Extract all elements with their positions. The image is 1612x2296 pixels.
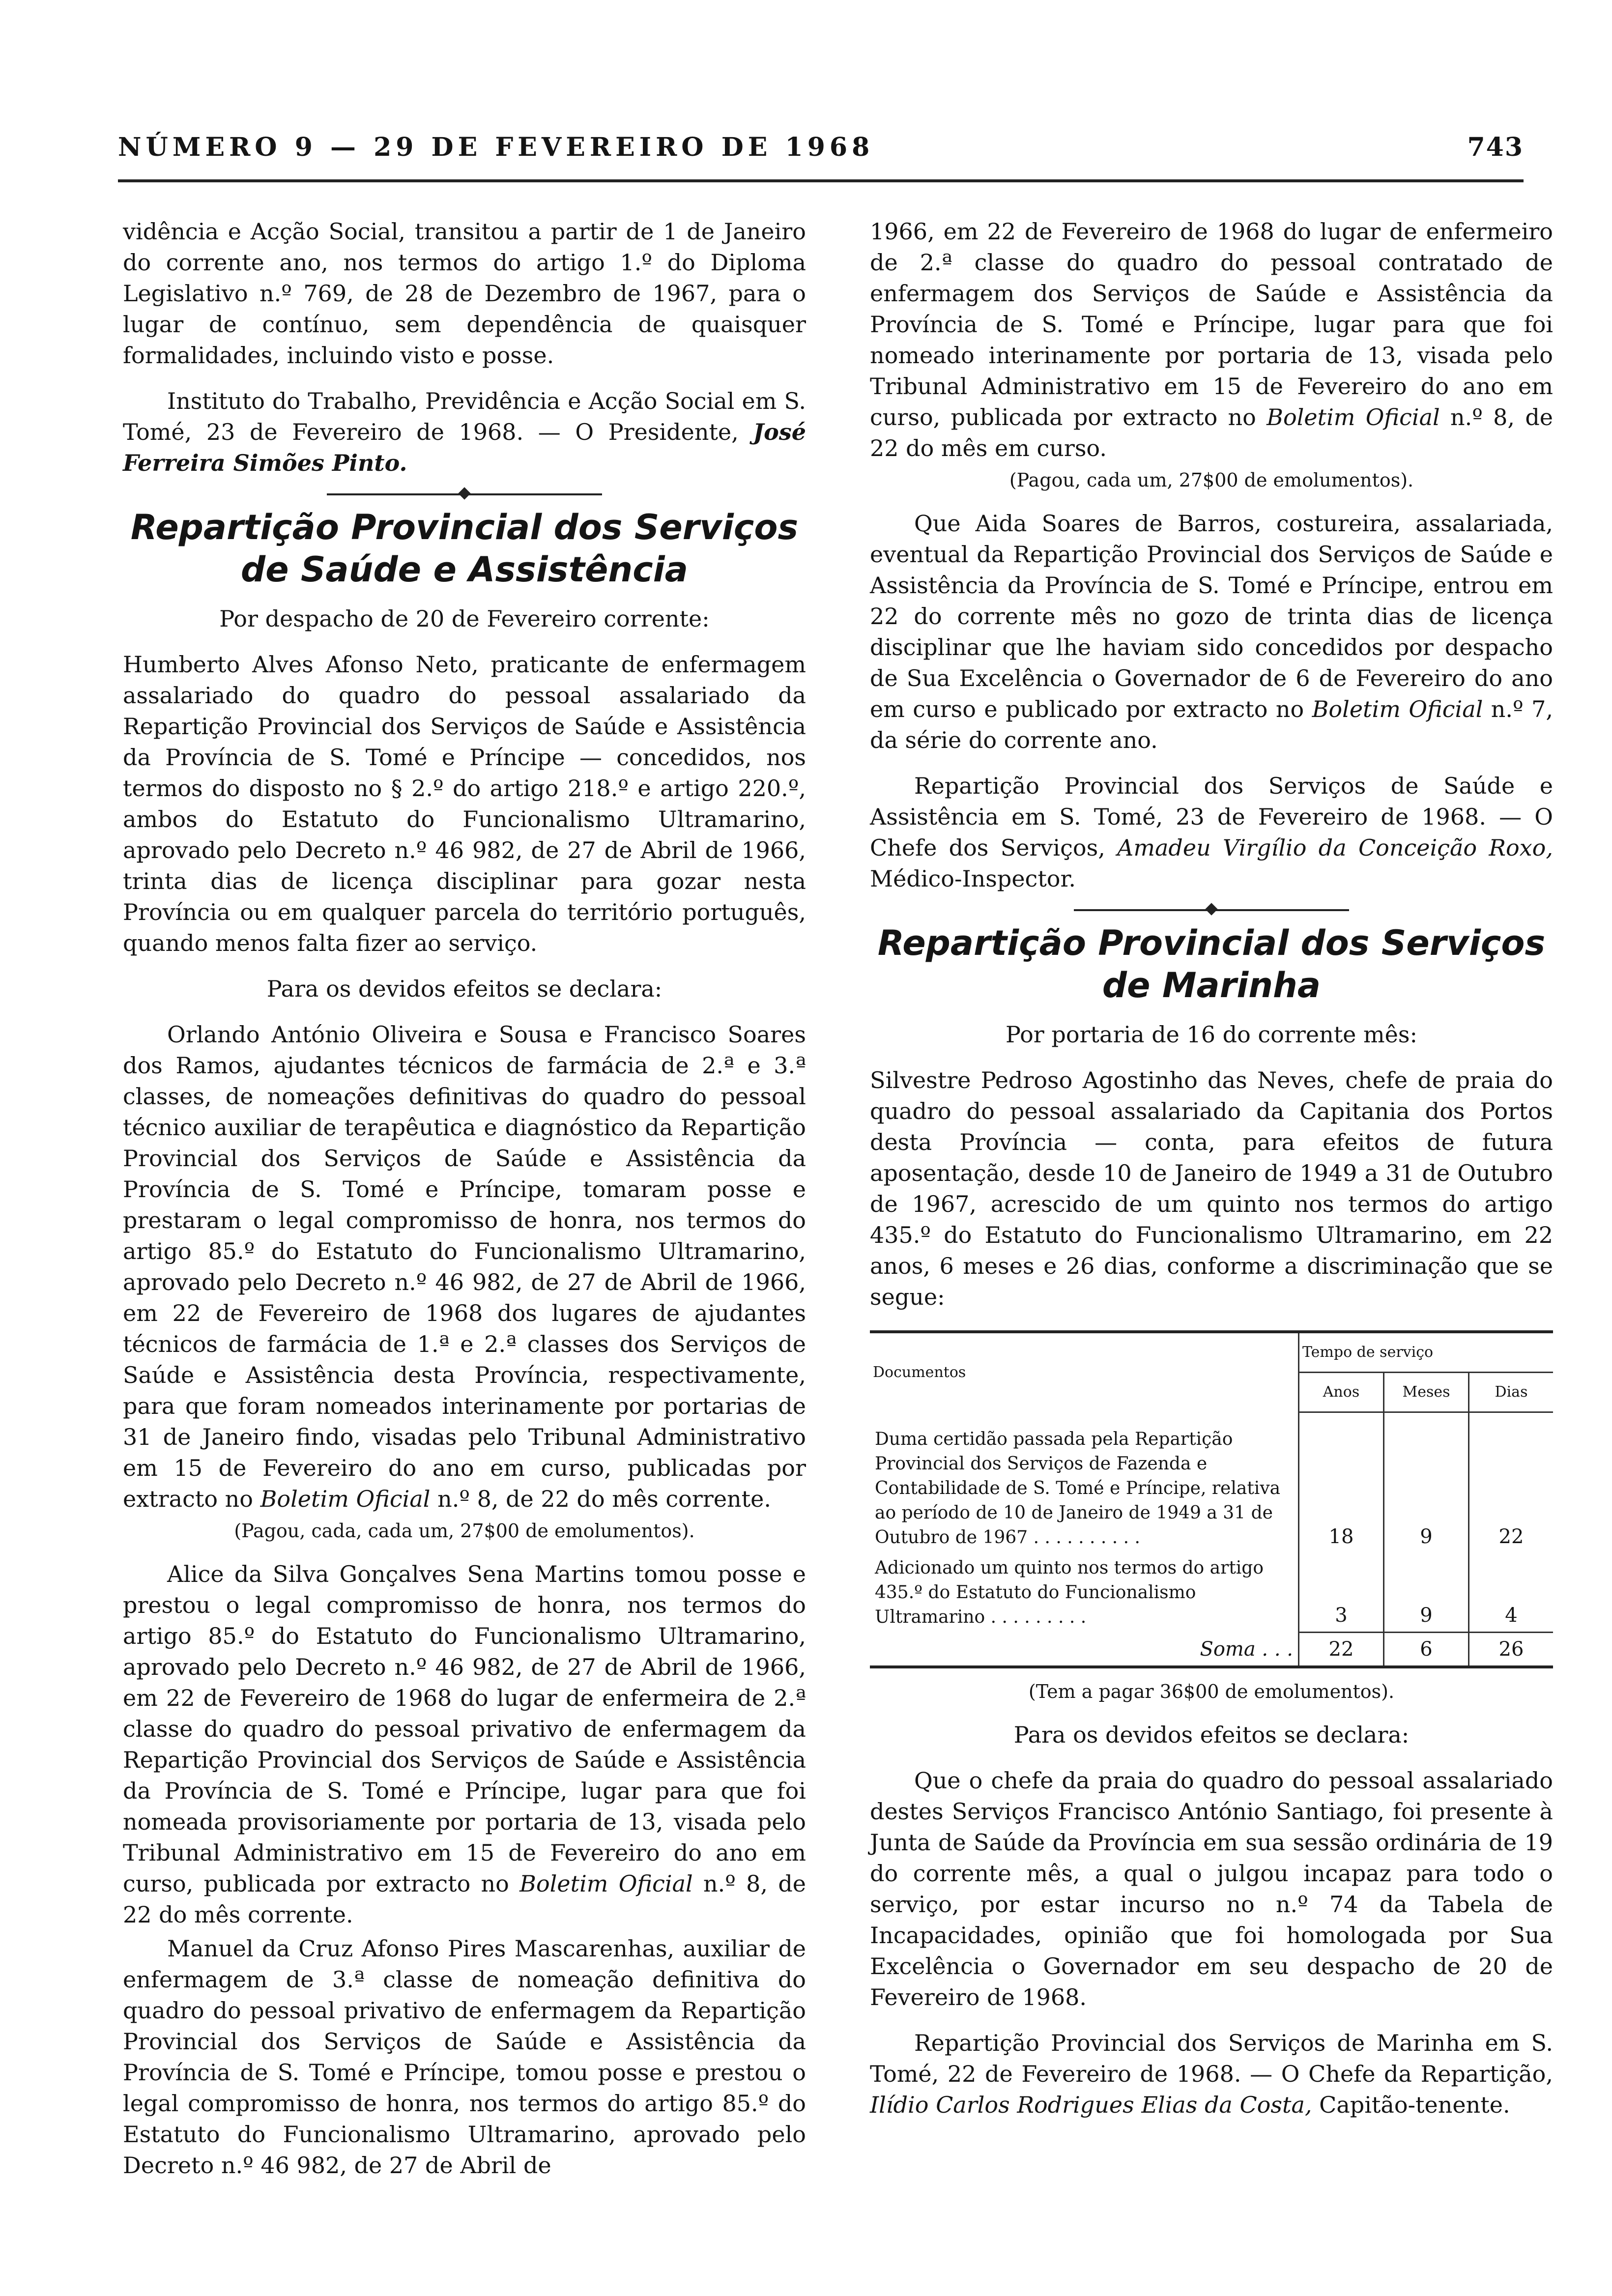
col-tempo: Tempo de serviço bbox=[1299, 1332, 1554, 1373]
portaria-line: Por portaria de 16 do corrente mês: bbox=[1006, 1021, 1417, 1048]
separator bbox=[123, 493, 806, 495]
signatory: Amadeu Virgílio da Conceição Roxo, bbox=[1117, 834, 1554, 861]
paragraph: Que o chefe da praia do quadro do pessoal assalariado destes Serviços Francisco António Santiago, foi presente à Junta de Saúde da Província em sua sessão ordinária de 19 do corrente mês, a qual o julgou incapaz para todo o serviço, por estar incurso no n.º 74 da Tabela de Incapacidades, opinião que foi homologada por Sua Excelência o Governador em seu despacho de 20 de Fevereiro de 1968. bbox=[870, 1767, 1553, 2010]
table-row: Duma certidão passada pela Repartição Provincial dos Serviços de Fazenda e Contabilidade de S. Tomé e Príncipe, relativa ao período de 10 de Janeiro de 1949 a 31 de Outubro de 1967 . . . . . . . . . . 18 9 22 bbox=[870, 1424, 1553, 1553]
separator bbox=[870, 909, 1553, 911]
page-header bbox=[118, 118, 1524, 162]
col-documentos: Documentos bbox=[870, 1332, 1299, 1412]
right-column bbox=[870, 216, 1553, 2135]
signature-paragraph: Repartição Provincial dos Serviços de Saúde e Assistência em S. Tomé, 23 de Fevereiro de 1968. — O Chefe dos Serviços, Amadeu Virgílio da Conceição Roxo, Médico-Inspector. bbox=[870, 773, 1554, 892]
col-dias: Dias bbox=[1469, 1373, 1554, 1412]
signature-paragraph: Repartição Provincial dos Serviços de Marinha em S. Tomé, 22 de Fevereiro de 1968. — O Chefe da Repartição, Ilídio Carlos Rodrigues Elias da Costa, Capitão-tenente. bbox=[870, 2030, 1553, 2118]
section-title-marinha: Repartição Provincial dos Serviços de Marinha bbox=[877, 923, 1546, 1005]
paragraph: vidência e Acção Social, transitou a partir de 1 de Janeiro do corrente ano, nos termos do artigo 1.º do Diploma Legislativo n.º 769, de 28 de Dezembro de 1967, para o lugar de contínuo, sem dependência de quaisquer formalidades, incluindo visto e posse. bbox=[123, 218, 806, 369]
table-sum-row: Soma . . . 22 6 26 bbox=[870, 1633, 1553, 1667]
paragraph: Alice da Silva Gonçalves Sena Martins tomou posse e prestou o legal compromisso de honra, nos termos do artigo 85.º do Estatuto do Funcionalismo Ultramarino, aprovado pelo Decreto n.º 46 982, de 27 de Abril de 1966, em 22 de Fevereiro de 1968 do lugar de enfermeira de 2.ª classe do quadro do pessoal privativo de enfermagem da Repartição Provincial dos Serviços de Saúde e Assistência da Província de S. Tomé e Príncipe, lugar para que foi nomeada provisoriamente por portaria de 13, visada pelo Tribunal Administrativo em 15 de Fevereiro do ano em curso, publicada por extracto no Boletim Oficial n.º 8, de 22 do mês corrente. bbox=[123, 1561, 806, 1928]
paragraph: 1966, em 22 de Fevereiro de 1968 do lugar de enfermeiro de 2.ª classe do quadro do pessoal contratado de enfermagem dos Serviços de Saúde e Assistência da Província de S. Tomé e Príncipe, lugar para que foi nomeado interinamente por portaria de 13, visada pelo Tribunal Administrativo em 15 de Fevereiro do ano em curso, publicada por extracto no Boletim Oficial n.º 8, de 22 do mês em curso. bbox=[870, 218, 1553, 461]
signatory: José Ferreira Simões Pinto. bbox=[123, 419, 806, 476]
service-time-table bbox=[870, 1330, 1553, 1668]
signature-paragraph: Instituto do Trabalho, Previdência e Acção Social em S. Tomé, 23 de Fevereiro de 1968. — O Presidente, José Ferreira Simões Pinto. bbox=[123, 388, 806, 476]
col-meses: Meses bbox=[1384, 1373, 1469, 1412]
paragraph: Que Aida Soares de Barros, costureira, assalariada, eventual da Repartição Provincial dos Serviços de Saúde e Assistência da Província de S. Tomé e Príncipe, entrou em 22 do corrente mês no gozo de trinta dias de licença disciplinar que lhe haviam sido concedidos por despacho de Sua Excelência o Governador de 6 de Fevereiro do ano em curso e publicado por extracto no Boletim Oficial n.º 7, da série do corrente ano. bbox=[870, 510, 1553, 753]
header-rule bbox=[118, 179, 1524, 182]
paragraph: Silvestre Pedroso Agostinho das Neves, chefe de praia do quadro do pessoal assalariado da Capitania dos Portos desta Província — conta, para efeitos de futura aposentação, desde 10 de Janeiro de 1949 a 31 de Outubro de 1967, acrescido de um quinto nos termos do artigo 435.º do Estatuto do Funcionalismo Ultramarino, em 22 anos, 6 meses e 26 dias, conforme a discriminação que se segue: bbox=[870, 1067, 1553, 1310]
left-column bbox=[123, 216, 806, 2196]
page-number: 743 bbox=[1467, 132, 1524, 162]
despacho-line: Por despacho de 20 de Fevereiro corrente: bbox=[219, 605, 710, 632]
signatory: Ilídio Carlos Rodrigues Elias da Costa, bbox=[870, 2092, 1312, 2118]
table-row: Adicionado um quinto nos termos do artigo 435.º do Estatuto do Funcionalismo Ultramarino . . . . . . . . . 3 9 4 bbox=[870, 1553, 1553, 1633]
paragraph: Manuel da Cruz Afonso Pires Mascarenhas, auxiliar de enfermagem de 3.ª classe de nomeação definitiva do quadro do pessoal privativo de enfermagem da Repartição Provincial dos Serviços de Saúde e Assistência da Província de S. Tomé e Príncipe, tomou posse e prestou o legal compromisso de honra, nos termos do artigo 85.º do Estatuto do Funcionalismo Ultramarino, aprovado pelo Decreto n.º 46 982, de 27 de Abril de bbox=[123, 1935, 806, 2179]
section-title-saude: Repartição Provincial dos Serviços de Saúde e Assistência bbox=[130, 507, 799, 590]
declaration-line: Para os devidos efeitos se declara: bbox=[1013, 1722, 1410, 1748]
issue-title: NÚMERO 9 — 29 DE FEVEREIRO DE 1968 bbox=[118, 132, 874, 162]
payment-note: (Pagou, cada um, 27$00 de emolumentos). bbox=[1009, 469, 1414, 491]
paragraph: Humberto Alves Afonso Neto, praticante de enfermagem assalariado do quadro do pessoal assalariado da Repartição Provincial dos Serviços de Saúde e Assistência da Província de S. Tomé e Príncipe — concedidos, nos termos do disposto no § 2.º do artigo 218.º e artigo 220.º, ambos do Estatuto do Funcionalismo Ultramarino, aprovado pelo Decreto n.º 46 982, de 27 de Abril de 1966, trinta dias de licença disciplinar para gozar nesta Província ou em qualquer parcela do território português, quando menos falta fizer ao serviço. bbox=[123, 651, 806, 956]
declaration-line: Para os devidos efeitos se declara: bbox=[266, 976, 662, 1002]
payment-note: (Tem a pagar 36$00 de emolumentos). bbox=[1028, 1681, 1395, 1702]
paragraph: Orlando António Oliveira e Sousa e Francisco Soares dos Ramos, ajudantes técnicos de farmácia de 2.ª e 3.ª classes, de nomeações definitivas do quadro do pessoal técnico auxiliar de terapêutica e diagnóstico da Repartição Provincial dos Serviços de Saúde e Assistência da Província de S. Tomé e Príncipe, tomaram posse e prestaram o legal compromisso de honra, nos termos do artigo 85.º do Estatuto do Funcionalismo Ultramarino, aprovado pelo Decreto n.º 46 982, de 27 de Abril de 1966, em 22 de Fevereiro de 1968 dos lugares de ajudantes técnicos de farmácia de 1.ª e 2.ª classes dos Serviços de Saúde e Assistência desta Província, respectivamente, para que foram nomeados interinamente por portarias de 31 de Janeiro findo, visadas pelo Tribunal Administrativo em 15 de Fevereiro do ano em curso, publicadas por extracto no Boletim Oficial n.º 8, de 22 do mês corrente. bbox=[123, 1021, 806, 1512]
payment-note: (Pagou, cada, cada um, 27$00 de emolumentos). bbox=[234, 1520, 695, 1542]
col-anos: Anos bbox=[1299, 1373, 1384, 1412]
